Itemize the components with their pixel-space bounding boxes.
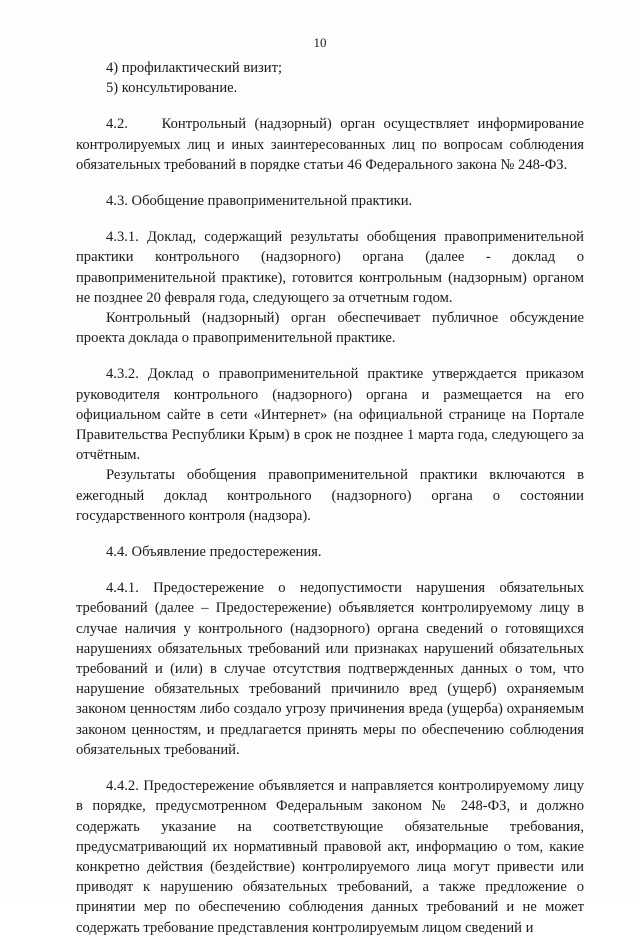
paragraph-4-3-2: 4.3.2. Доклад о правоприменительной практике утверждается приказом руководителя контрольного (надзорного) органа и размещается на его официальном сайте в сети «Интернет» (на официальной странице на Портале Правительства Республики Крым) в срок не позднее 1 марта года, следующего за отчётным. <box>76 366 584 464</box>
list-item-consulting: 5) консультирование. <box>106 80 238 97</box>
paragraph-4-4-1: 4.4.1. Предостережение о недопустимости нарушения обязательных требований (далее – Предостережение) объявляется контролируемому лицу в случае наличия у контрольного (надзорного) органа сведений о готовящихся нарушениях обязательных требований или признаках нарушений обязательных требований и (или) в случае отсутствия подтвержденных данных о том, что нарушение обязательных требований причинило вред (ущерб) охраняемым законом ценностям либо создало угрозу причинения вреда (ущерба) охраняемым законом ценностям, и предлагается принять меры по обеспечению соблюдения обязательных требований. <box>76 580 584 758</box>
list-item-profilactic-visit: 4) профилактический визит; <box>106 60 283 76</box>
heading-4-3: 4.3. Обобщение правоприменительной практики. <box>106 193 413 210</box>
document-body <box>76 58 584 938</box>
paragraph-4-2: 4.2. Контрольный (надзорный) орган осуществляет информирование контролируемых лиц и иных заинтересованных лиц по вопросам соблюдения обязательных требований в порядке статьи 46 Федерального закона № 248-ФЗ. <box>76 116 584 173</box>
paragraph-public-discussion: Контрольный (надзорный) орган обеспечивает публичное обсуждение проекта доклада о правоприменительной практике. <box>76 310 584 347</box>
paragraph-4-3-1: 4.3.1. Доклад, содержащий результаты обобщения правоприменительной практики контрольного (надзорного) органа (далее - доклад о правоприменительной практике), готовится контрольным (надзорным) органом не позднее 20 февраля года, следующего за отчетным годом. <box>76 229 584 306</box>
paragraph-annual-report: Результаты обобщения правоприменительной практики включаются в ежегодный доклад контрольного (надзорного) органа о состоянии государственного контроля (надзора). <box>76 467 584 524</box>
page-number: 10 <box>313 35 327 50</box>
paragraph-4-4-2: 4.4.2. Предостережение объявляется и направляется контролируемому лицу в порядке, предусмотренном Федеральным законом № 248-ФЗ, и должно содержать указание на соответствующие обязательные требования, предусматривающий их нормативный правовой акт, информацию о том, какие конкретно действия (бездействие) контролируемого лица могут привести или приводят к нарушению обязательных требований, а также предложение о принятии мер по обеспечению соблюдения данных требований и не может содержать требование представления контролируемым лицом сведений и <box>76 778 584 936</box>
heading-4-4: 4.4. Объявление предостережения. <box>106 544 322 561</box>
